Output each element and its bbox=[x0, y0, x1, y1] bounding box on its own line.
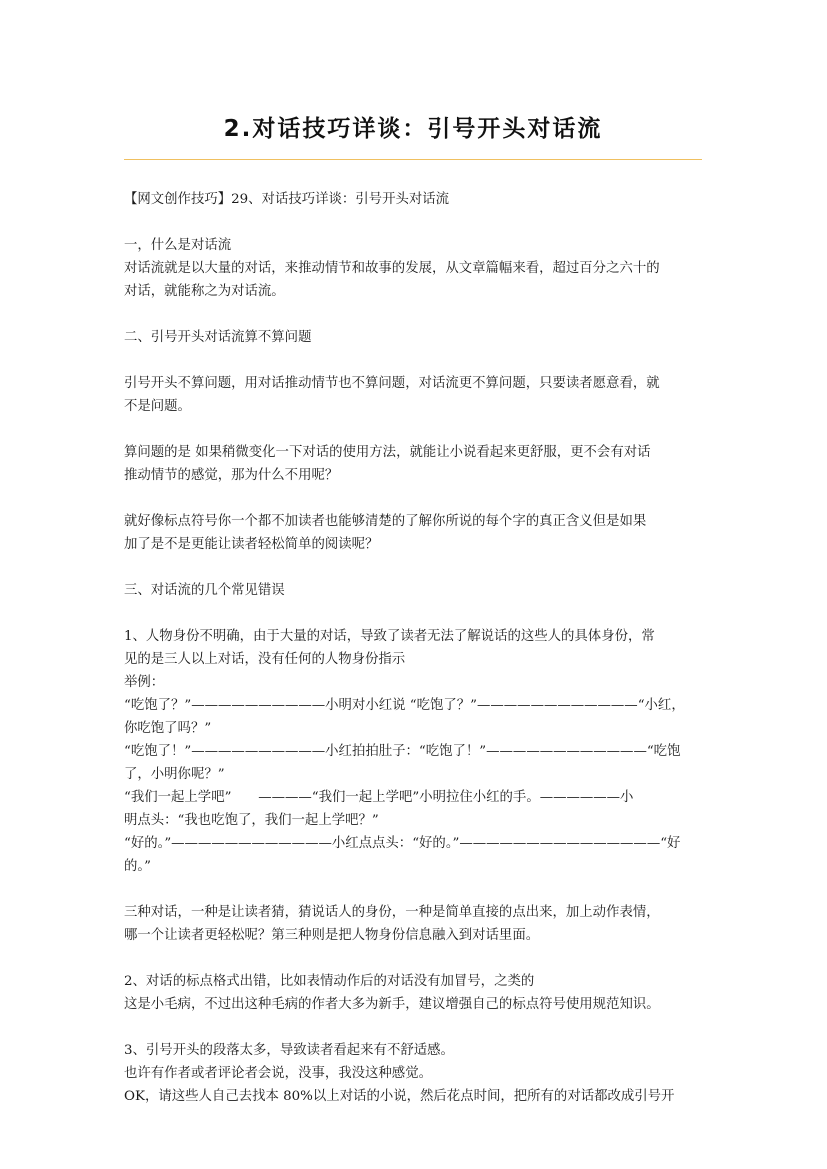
blank-line bbox=[124, 878, 704, 901]
text-line: 三、对话流的几个常见错误 bbox=[124, 583, 285, 598]
text-line: 三种对话，一种是让读者猜，猜说话人的身份，一种是简单直接的点出来，加上动作表情， bbox=[124, 905, 660, 920]
text-line: OK，请这些人自己去找本 80%以上对话的小说，然后花点时间，把所有的对话都改成引号开 bbox=[124, 1089, 675, 1104]
title-divider bbox=[124, 159, 702, 160]
text-line: 二、引号开头对话流算不算问题 bbox=[124, 330, 312, 345]
text-line: 3、引号开头的段落太多，导致读者看起来有不舒适感。 bbox=[124, 1043, 454, 1058]
text-line: 你吃饱了吗？” bbox=[124, 721, 212, 736]
text-line: 对话，就能称之为对话流。 bbox=[124, 284, 285, 299]
blank-line bbox=[124, 303, 704, 326]
text-line: 加了是不是更能让读者轻松简单的阅读呢？ bbox=[124, 537, 379, 552]
text-line: 2、对话的标点格式出错，比如表情动作后的对话没有加冒号，之类的 bbox=[124, 974, 535, 989]
blank-line bbox=[124, 947, 704, 970]
text-line: “吃饱了？”——————————小明对小红说 “吃饱了？”————————————“小红， bbox=[124, 698, 685, 713]
blank-line bbox=[124, 349, 704, 372]
text-line: 1、人物身份不明确，由于大量的对话，导致了读者无法了解说话的这些人的具体身份，常 bbox=[124, 629, 655, 644]
blank-line bbox=[124, 487, 704, 510]
text-line: 见的是三人以上对话，没有任何的人物身份指示 bbox=[124, 652, 406, 667]
text-line: 的。” bbox=[124, 859, 151, 874]
text-line: 【网文创作技巧】29、对话技巧详谈：引号开头对话流 bbox=[124, 192, 450, 207]
text-line: 不是问题。 bbox=[124, 399, 191, 414]
document-body bbox=[124, 188, 704, 1108]
text-line: 哪一个让读者更轻松呢？第三种则是把人物身份信息融入到对话里面。 bbox=[124, 928, 540, 943]
text-line: 了，小明你呢？” bbox=[124, 767, 225, 782]
text-line: “吃饱了！”——————————小红拍拍肚子：“吃饱了！”————————————“吃饱 bbox=[124, 744, 681, 759]
text-line: 一，什么是对话流 bbox=[124, 238, 232, 253]
document-title: 2.对话技巧详谈：引号开头对话流 bbox=[223, 116, 603, 142]
text-line: 明点头：“我也吃饱了，我们一起上学吧？” bbox=[124, 813, 379, 828]
text-line: 举例： bbox=[124, 675, 165, 690]
text-line: 也许有作者或者评论者会说，没事，我没这种感觉。 bbox=[124, 1066, 432, 1081]
blank-line bbox=[124, 418, 704, 441]
text-line: 推动情节的感觉，那为什么不用呢？ bbox=[124, 468, 339, 483]
text-line: 就好像标点符号你一个都不加读者也能够清楚的了解你所说的每个字的真正含义但是如果 bbox=[124, 514, 647, 529]
text-line: 算问题的是 如果稍微变化一下对话的使用方法，就能让小说看起来更舒服，更不会有对话 bbox=[124, 445, 651, 460]
text-line: “好的。”————————————小红点点头：“好的。”———————————————“好 bbox=[124, 836, 681, 851]
text-line: “我们一起上学吧” ————“我们一起上学吧”小明拉住小红的手。——————小 bbox=[124, 790, 634, 805]
blank-line bbox=[124, 1016, 704, 1039]
text-line: 引号开头不算问题，用对话推动情节也不算问题，对话流更不算问题，只要读者愿意看，就 bbox=[124, 376, 660, 391]
blank-line bbox=[124, 556, 704, 579]
blank-line bbox=[124, 211, 704, 234]
text-line: 对话流就是以大量的对话，来推动情节和故事的发展，从文章篇幅来看，超过百分之六十的 bbox=[124, 261, 660, 276]
blank-line bbox=[124, 602, 704, 625]
text-line: 这是小毛病，不过出这种毛病的作者大多为新手，建议增强自己的标点符号使用规范知识。 bbox=[124, 997, 660, 1012]
